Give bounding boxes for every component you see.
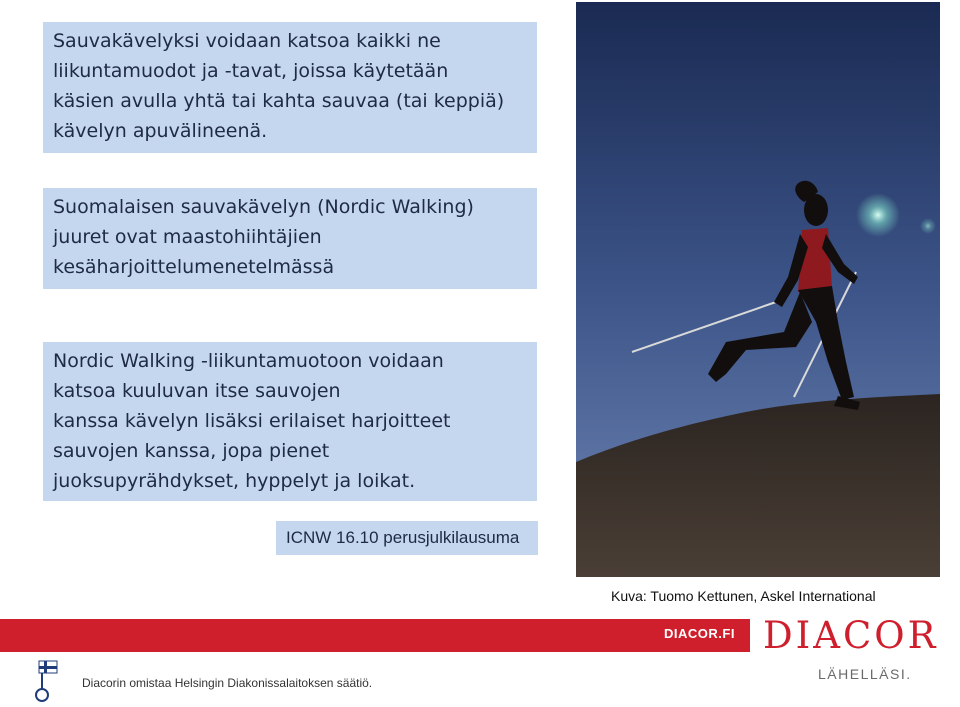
intro-text-box <box>43 22 537 153</box>
nordic-walker-photo <box>576 2 940 577</box>
roots-line: juuret ovat maastohiihtäjien <box>53 226 322 248</box>
key-with-finnish-flag-icon <box>33 659 69 703</box>
roots-line: Suomalaisen sauvakävelyn (Nordic Walking) <box>53 196 474 218</box>
nordic-walking-line: kanssa kävelyn lisäksi erilaiset harjoitteet <box>53 410 451 432</box>
intro-line: kävelyn apuvälineenä. <box>53 120 268 142</box>
intro-line: liikuntamuodot ja -tavat, joissa käytetään <box>53 60 449 82</box>
intro-line: käsien avulla yhtä tai kahta sauvaa (tai keppiä) <box>53 90 505 112</box>
diacor-logo: DIACOR <box>763 614 939 657</box>
footer-domain-link[interactable]: DIACOR.FI <box>664 626 735 641</box>
nordic-walking-line: Nordic Walking -liikuntamuotoon voidaan <box>53 350 444 372</box>
foundation-text: Diacorin omistaa Helsingin Diakonissalaitoksen säätiö. <box>82 676 373 690</box>
nordic-walking-text-box <box>43 342 537 501</box>
nordic-walking-line: juoksupyrähdykset, hyppelyt ja loikat. <box>53 470 416 492</box>
roots-text-box <box>43 188 537 289</box>
nordic-walking-line: sauvojen kanssa, jopa pienet <box>53 440 330 462</box>
nordic-walking-line: katsoa kuuluvan itse sauvojen <box>53 380 341 402</box>
logo-tagline: LÄHELLÄSI. <box>818 666 912 682</box>
citation-label: ICNW 16.10 perusjulkilausuma <box>276 521 538 555</box>
roots-line: kesäharjoittelumenetelmässä <box>53 256 335 278</box>
intro-line: Sauvakävelyksi voidaan katsoa kaikki ne <box>53 30 441 52</box>
photo-credit: Kuva: Tuomo Kettunen, Askel International <box>611 588 876 604</box>
